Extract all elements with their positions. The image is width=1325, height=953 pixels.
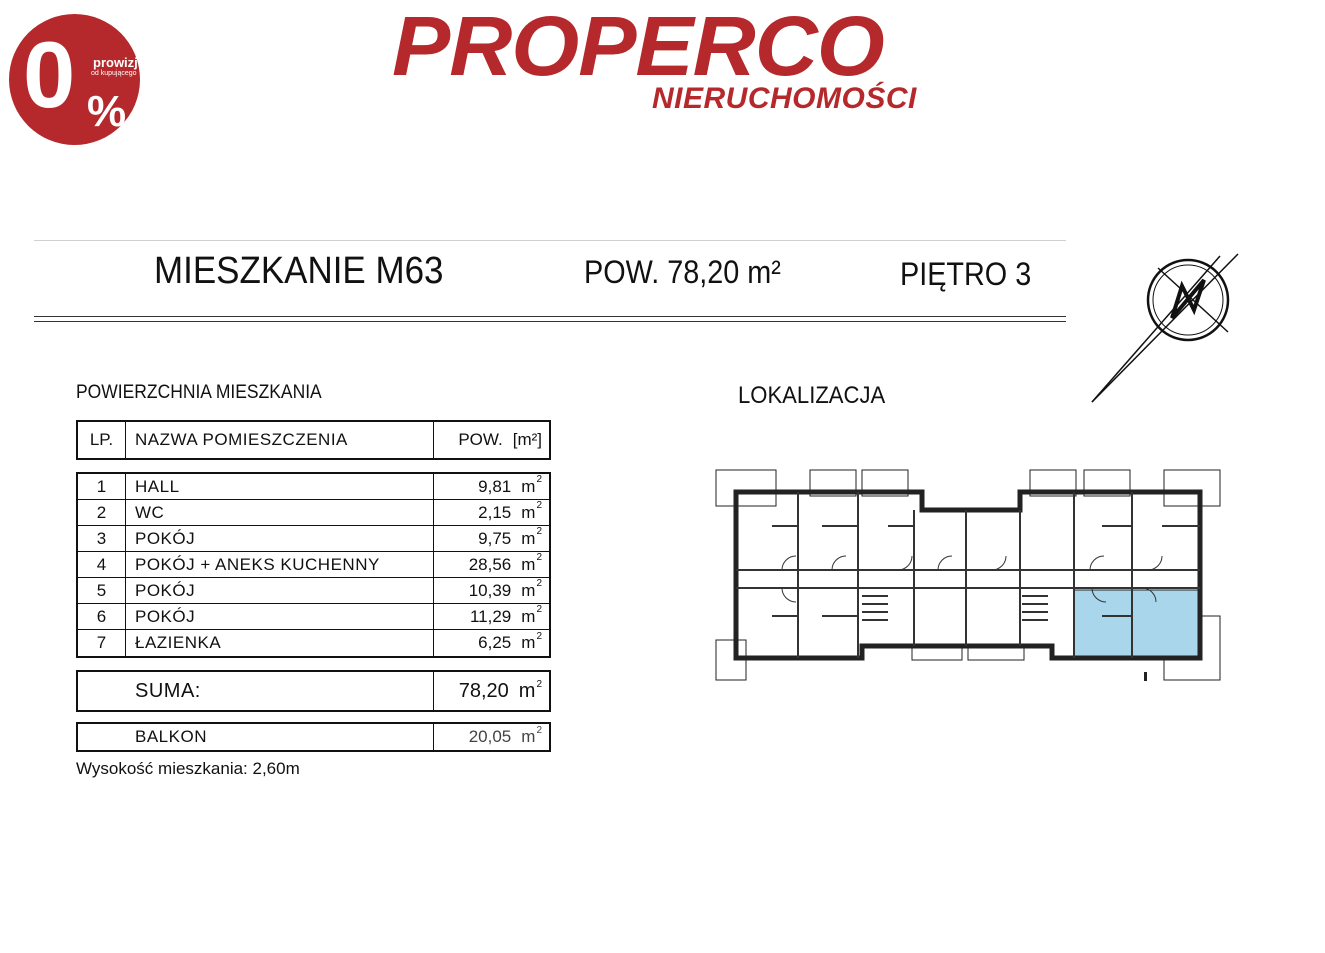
row-name: POKÓJ xyxy=(126,578,434,603)
balcony-table xyxy=(76,722,551,752)
table-row xyxy=(78,630,549,656)
row-lp: 5 xyxy=(78,578,126,603)
row-area: 2,15 m 2 xyxy=(478,500,542,522)
row-lp: 1 xyxy=(78,474,126,499)
row-area: 9,75 m 2 xyxy=(478,526,542,548)
row-name: WC xyxy=(126,500,434,525)
height-note: Wysokość mieszkania: 2,60m xyxy=(76,759,300,778)
row-area: 9,81 m 2 xyxy=(478,474,542,496)
north-arrow-icon xyxy=(1088,250,1248,410)
header-row xyxy=(78,422,549,458)
apartment-area: POW. 78,20 m² xyxy=(584,254,781,290)
sum-row xyxy=(78,672,549,710)
header-divider-1 xyxy=(34,316,1066,317)
floor-plan xyxy=(712,466,1227,686)
sum-label: SUMA: xyxy=(126,672,434,710)
row-name: POKÓJ + ANEKS KUCHENNY xyxy=(126,552,434,577)
row-area: 11,29 m 2 xyxy=(469,604,542,626)
row-area: 6,25 m 2 xyxy=(478,630,542,652)
row-area: 10,39 m 2 xyxy=(468,578,542,600)
top-divider xyxy=(34,240,1066,241)
row-name: ŁAZIENKA xyxy=(126,630,434,656)
table-row xyxy=(78,552,549,578)
apartment-title: MIESZKANIE M63 xyxy=(154,250,444,292)
row-area: 28,56 m 2 xyxy=(468,552,542,574)
apartment-floor: PIĘTRO 3 xyxy=(900,256,1032,292)
balcony-row xyxy=(78,724,549,750)
commission-badge xyxy=(9,14,140,145)
balcony-label: BALKON xyxy=(126,724,434,750)
row-lp: 6 xyxy=(78,604,126,629)
header-name: NAZWA POMIESZCZENIA xyxy=(126,422,434,458)
location-title: LOKALIZACJA xyxy=(738,382,886,409)
header-divider-2 xyxy=(34,321,1066,322)
sum-table xyxy=(76,670,551,712)
header-lp: LP. xyxy=(78,422,126,458)
table-header xyxy=(76,420,551,460)
badge-line2: od kupującego xyxy=(91,70,137,77)
row-lp: 2 xyxy=(78,500,126,525)
badge-zero: 0 xyxy=(23,22,72,127)
rooms-table xyxy=(76,472,551,658)
table-row xyxy=(78,604,549,630)
brand-subtitle: NIERUCHOMOŚCI xyxy=(652,82,917,115)
badge-line1: prowizji xyxy=(93,55,142,70)
row-name: HALL xyxy=(126,474,434,499)
row-lp: 7 xyxy=(78,630,126,656)
table-row xyxy=(78,526,549,552)
header-area: POW. [m²] xyxy=(458,430,542,449)
table-row xyxy=(78,474,549,500)
area-section-title: POWIERZCHNIA MIESZKANIA xyxy=(76,382,322,403)
balcony-value: 20,05 m 2 xyxy=(468,724,542,746)
row-name: POKÓJ xyxy=(126,526,434,551)
row-lp: 3 xyxy=(78,526,126,551)
row-name: POKÓJ xyxy=(126,604,434,629)
table-row xyxy=(78,500,549,526)
brand-logo: PROPERCO xyxy=(392,0,884,93)
sum-value: 78,20 m 2 xyxy=(458,678,542,702)
table-row xyxy=(78,578,549,604)
badge-percent: % xyxy=(87,87,127,136)
row-lp: 4 xyxy=(78,552,126,577)
